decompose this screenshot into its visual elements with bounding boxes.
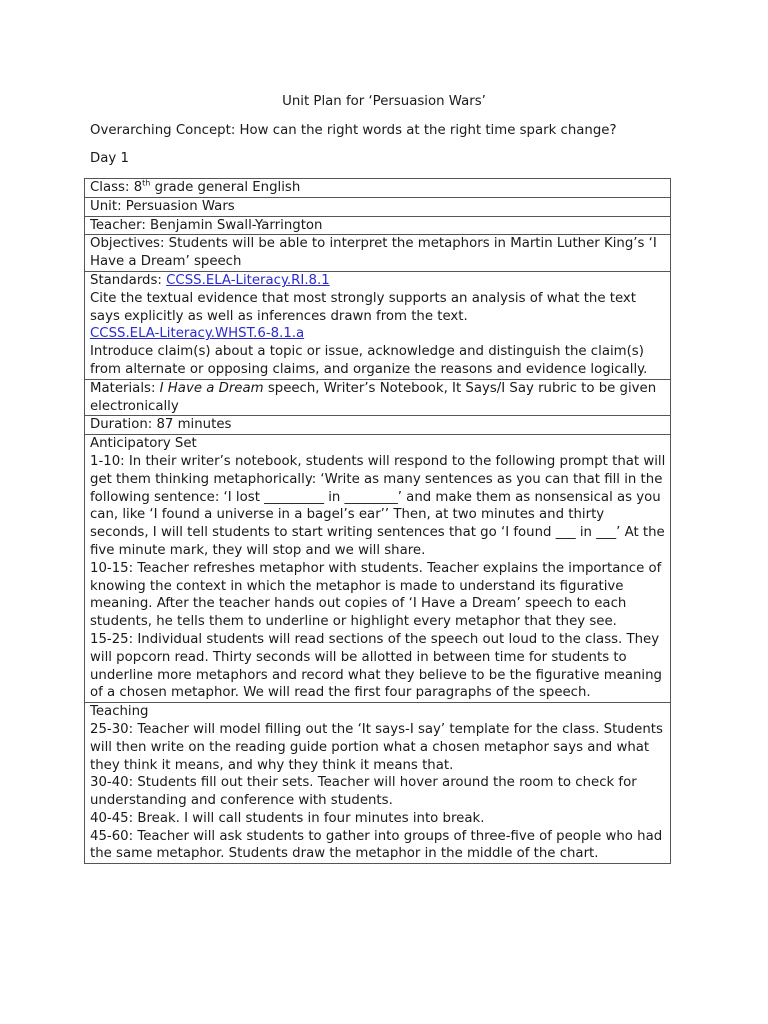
table-row: [85, 703, 671, 864]
standard-text-1: Cite the textual evidence that most strongly supports an analysis of what the text says explicitly as well as inferences drawn from the text.: [90, 290, 636, 324]
standards-cell: [85, 271, 671, 379]
standards-label: Standards:: [90, 272, 167, 288]
materials-cell: [85, 379, 671, 416]
teaching-step-30-40: 30-40: Students fill out their sets. Teacher will hover around the room to check for understanding and conference with students.: [90, 775, 637, 809]
standard-link-whst-6-8-1-a[interactable]: CCSS.ELA-Literacy.WHST.6-8.1.a: [90, 326, 305, 342]
table-row: [85, 379, 671, 416]
table-row: [85, 416, 671, 435]
anticipatory-step-10-15: 10-15: Teacher refreshes metaphor with students. Teacher explains the importance of knowing the context in which the metaphor is made to understand its figurative meaning. After the teacher hands out copies of ‘I Have a Dream’ speech to each students, he tells them to underline or highlight every metaphor that they see.: [90, 560, 662, 630]
unit-cell: Unit: Persuasion Wars: [85, 197, 671, 216]
page-title: Unit Plan for ‘Persuasion Wars’: [282, 94, 486, 109]
duration-cell: Duration: 87 minutes: [85, 416, 671, 435]
table-row: [85, 235, 671, 272]
materials-rest: speech, Writer’s Notebook, It Says/I Say rubric to be given electronically: [90, 380, 657, 414]
anticipatory-step-15-25: 15-25: Individual students will read sections of the speech out loud to the class. They will popcorn read. Thirty seconds will be allotted in between time for students to underline more metaphors and record what they believe to be the figurative meaning of a chosen metaphor. We will read the first four paragraphs of the speech.: [90, 631, 662, 701]
anticipatory-step-1-10: 1-10: In their writer’s notebook, students will respond to the following prompt that will get them thinking metaphorically: ‘Write as many sentences as you can that fill in the following sentence: ‘I lost _________ in ________’ and make them as nonsensical as you can, like ‘I found a universe in a bagel’s ear’’ Then, at two minutes and thirty seconds, I will tell students to start writing sentences that go ‘I found ___ in ___’ At the five minute mark, they will stop and we will share.: [90, 453, 666, 558]
objectives-cell: Objectives: Students will be able to interpret the metaphors in Martin Luther King’s ‘I Have a Dream’ speech: [85, 235, 671, 272]
table-row: [85, 216, 671, 235]
teaching-step-40-45: 40-45: Break. I will call students in four minutes into break.: [90, 810, 485, 826]
class-superscript: th: [142, 178, 151, 188]
teaching-heading: Teaching: [90, 704, 149, 720]
teaching-step-25-30: 25-30: Teacher will model filling out the ‘It says-I say’ template for the class. Students will then write on the reading guide portion what a chosen metaphor says and what they think it means, and why they think it means that.: [90, 721, 663, 773]
table-row: [85, 179, 671, 198]
class-prefix: Class: 8: [90, 180, 143, 195]
standard-link-ri-8-1[interactable]: CCSS.ELA-Literacy.RI.8.1: [166, 272, 330, 288]
standard-text-2: Introduce claim(s) about a topic or issue, acknowledge and distinguish the claim(s) from alternate or opposing claims, and organize the reasons and evidence logically.: [90, 344, 648, 377]
anticipatory-set-heading: Anticipatory Set: [90, 436, 197, 452]
class-suffix: grade general English: [150, 180, 301, 195]
table-row: [85, 271, 671, 379]
overarching-concept: Overarching Concept: How can the right words at the right time spark change?: [90, 123, 617, 138]
table-row: [85, 197, 671, 216]
teacher-cell: Teacher: Benjamin Swall-Yarrington: [85, 216, 671, 235]
class-cell: [85, 179, 671, 198]
teaching-step-45-60: 45-60: Teacher will ask students to gather into groups of three-five of people who had the same metaphor. Students draw the metaphor in the middle of the chart.: [90, 828, 663, 862]
teaching-cell: [85, 703, 671, 864]
anticipatory-set-cell: [85, 435, 671, 703]
day-label: Day 1: [90, 151, 129, 166]
table-row: [85, 435, 671, 703]
materials-speech-title: I Have a Dream: [159, 380, 264, 396]
materials-label: Materials:: [90, 380, 160, 396]
lesson-plan-table: [84, 178, 671, 864]
